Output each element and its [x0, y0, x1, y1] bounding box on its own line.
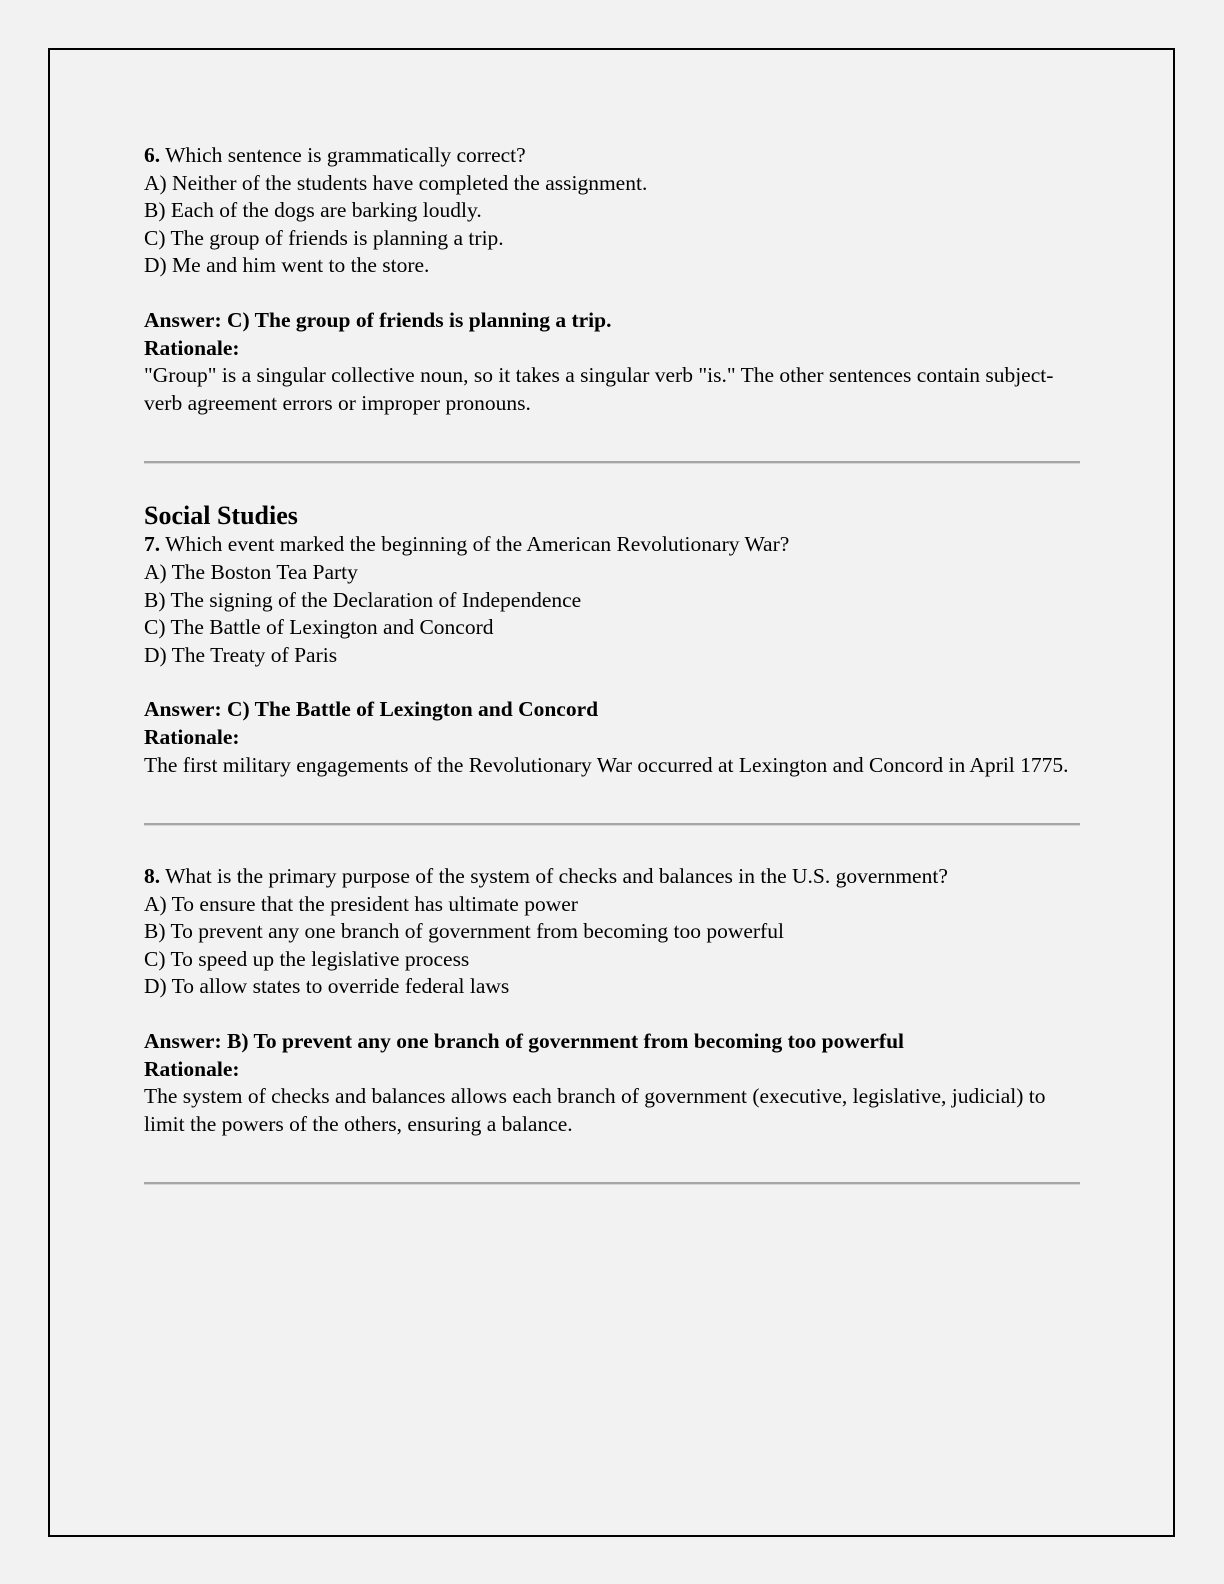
answer-text: Answer: C) The group of friends is planning a trip.: [144, 307, 612, 332]
question-number: 7.: [144, 532, 161, 557]
rationale-label: Rationale:: [144, 335, 240, 360]
question-text: Which sentence is grammatically correct?: [165, 143, 526, 167]
section-divider: [144, 461, 1080, 464]
question-prompt: [144, 531, 1080, 559]
rationale-label: Rationale:: [144, 1056, 240, 1081]
question-prompt: [144, 863, 1080, 891]
option-b: B) To prevent any one branch of government from becoming too powerful: [144, 919, 784, 944]
option-a: A) The Boston Tea Party: [144, 559, 358, 584]
option-d: D) To allow states to override federal laws: [144, 974, 510, 999]
option-a: A) Neither of the students have completed the assignment.: [144, 170, 648, 195]
section-heading: Social Studies: [144, 501, 298, 531]
options-list: [144, 170, 1080, 280]
question-text: Which event marked the beginning of the American Revolutionary War?: [165, 532, 790, 557]
question-block-8: [144, 863, 1080, 1138]
question-number: 8.: [144, 864, 161, 889]
rationale-text: "Group" is a singular collective noun, so it takes a singular verb "is." The other sentences contain subject-verb agreement errors or improper pronouns.: [144, 363, 1054, 415]
option-b: B) Each of the dogs are barking loudly.: [144, 198, 482, 223]
answer-text: Answer: C) The Battle of Lexington and Concord: [144, 697, 599, 722]
option-d: D) Me and him went to the store.: [144, 253, 430, 278]
options-list: [144, 891, 1080, 1001]
option-c: C) To speed up the legislative process: [144, 946, 470, 971]
section-divider: [144, 823, 1080, 826]
question-text: What is the primary purpose of the system of checks and balances in the U.S. government?: [165, 864, 948, 889]
question-block-7: [144, 531, 1080, 779]
rationale-label: Rationale:: [144, 724, 240, 749]
answer-text: Answer: B) To prevent any one branch of government from becoming too powerful: [144, 1029, 905, 1054]
rationale-text: The system of checks and balances allows each branch of government (executive, legislative, judicial) to limit the powers of the others, ensuring a balance.: [144, 1084, 1046, 1136]
page-content: [144, 142, 1080, 1222]
section-divider: [144, 1182, 1080, 1185]
question-prompt: [144, 142, 1080, 170]
option-d: D) The Treaty of Paris: [144, 642, 338, 667]
option-b: B) The signing of the Declaration of Independence: [144, 587, 582, 612]
question-block-6: [144, 142, 1080, 417]
option-a: A) To ensure that the president has ultimate power: [144, 891, 578, 916]
question-number: 6.: [144, 143, 161, 167]
option-c: C) The Battle of Lexington and Concord: [144, 615, 494, 640]
options-list: [144, 559, 1080, 669]
rationale-text: The first military engagements of the Revolutionary War occurred at Lexington and Concord in April 1775.: [144, 752, 1069, 777]
option-c: C) The group of friends is planning a trip.: [144, 225, 504, 250]
